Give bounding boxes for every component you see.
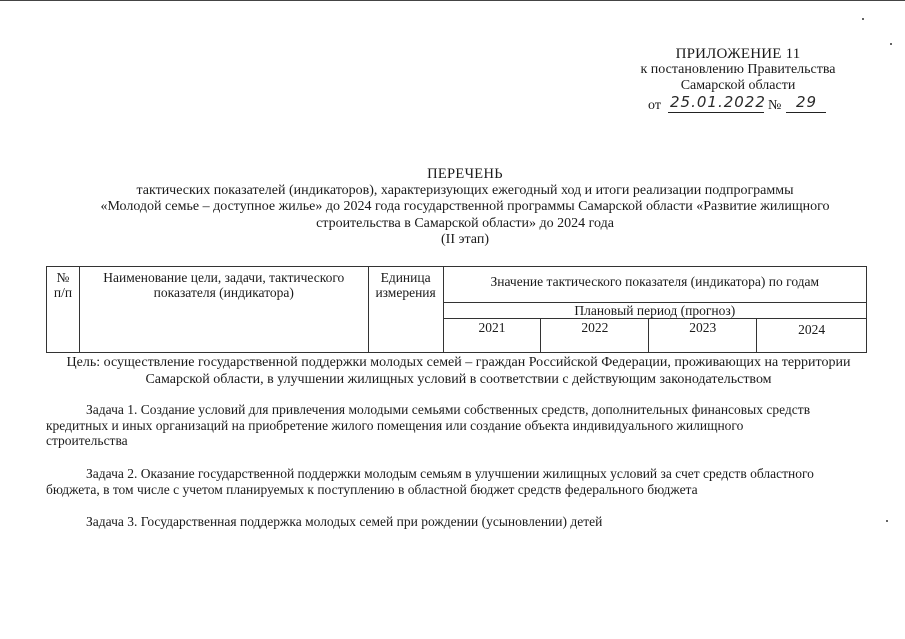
year-cell: 2022 [541,319,649,353]
header-number: № п/п [47,267,80,353]
number-prefix: № [768,98,782,113]
indicators-table [46,266,867,353]
task-line: бюджета, в том числе с учетом планируемых к поступлению в областной бюджет средств федерального бюджета [46,481,698,497]
task-line [46,514,866,530]
heading-line-3: строительства в Самарской области» до 2024 года [316,215,614,231]
heading-title: ПЕРЕЧЕНЬ [427,166,503,182]
task-text: Задача 3. Государственная поддержка молодых семей при рождении (усыновлении) детей [86,514,603,529]
appendix-title: ПРИЛОЖЕНИЕ 11 [675,46,801,62]
header-indicator-name: Наименование цели, задачи, тактического показателя (индикатора) [79,267,368,353]
task-line: кредитных и иных организаций на приобретение жилого помещения или создание объекта индивидуального жилищного [46,417,744,433]
task-line: строительства [46,433,128,448]
header-unit: Единица измерения [368,267,443,353]
appendix-block [600,46,876,115]
task-text: Задача 2. Оказание государственной поддержки молодым семьям в улучшении жилищных условий за счет средств областного [86,466,814,481]
task-line [46,402,866,418]
task-text: Задача 1. Создание условий для привлечения молодыми семьями собственных средств, дополнительных финансовых средств [86,402,811,417]
year-cell: 2024 [757,319,867,353]
scan-speck [890,43,892,45]
task-2 [46,466,866,497]
header-values-by-year: Значение тактического показателя (индикатора) по годам [443,267,866,303]
goal-text [46,354,871,388]
number-underline [786,112,826,113]
scan-speck [862,18,864,20]
date-underline [668,112,764,113]
task-1 [46,402,866,449]
task-3 [46,514,866,530]
handwritten-date: 25.01.2022 [670,93,766,111]
goal-line-1: Цель: осуществление государственной поддержки молодых семей – граждан Российской Федерации, проживающих на территории [66,355,851,370]
task-line [46,466,866,482]
year-cell: 2023 [649,319,757,353]
appendix-line-2: Самарской области [680,78,796,93]
year-cell: 2021 [443,319,541,353]
scan-speck [886,520,888,522]
goal-line-2: Самарской области, в улучшении жилищных условий в соответствии с действующим законодательством [145,372,772,387]
decree-date-number [600,95,876,115]
date-prefix: от [648,98,661,113]
heading-stage: (II этап) [441,232,489,247]
document-heading [60,166,870,249]
appendix-line-1: к постановлению Правительства [640,62,836,77]
heading-line-1: тактических показателей (индикаторов), характеризующих ежегодный ход и итоги реализации подпрограммы [136,182,794,198]
heading-line-2: «Молодой семье – доступное жилье» до 2024 года государственной программы Самарской области «Развитие жилищного [100,199,830,214]
header-plan-period: Плановый период (прогноз) [443,303,866,319]
handwritten-number: 29 [796,93,818,111]
scan-top-edge [0,0,905,1]
